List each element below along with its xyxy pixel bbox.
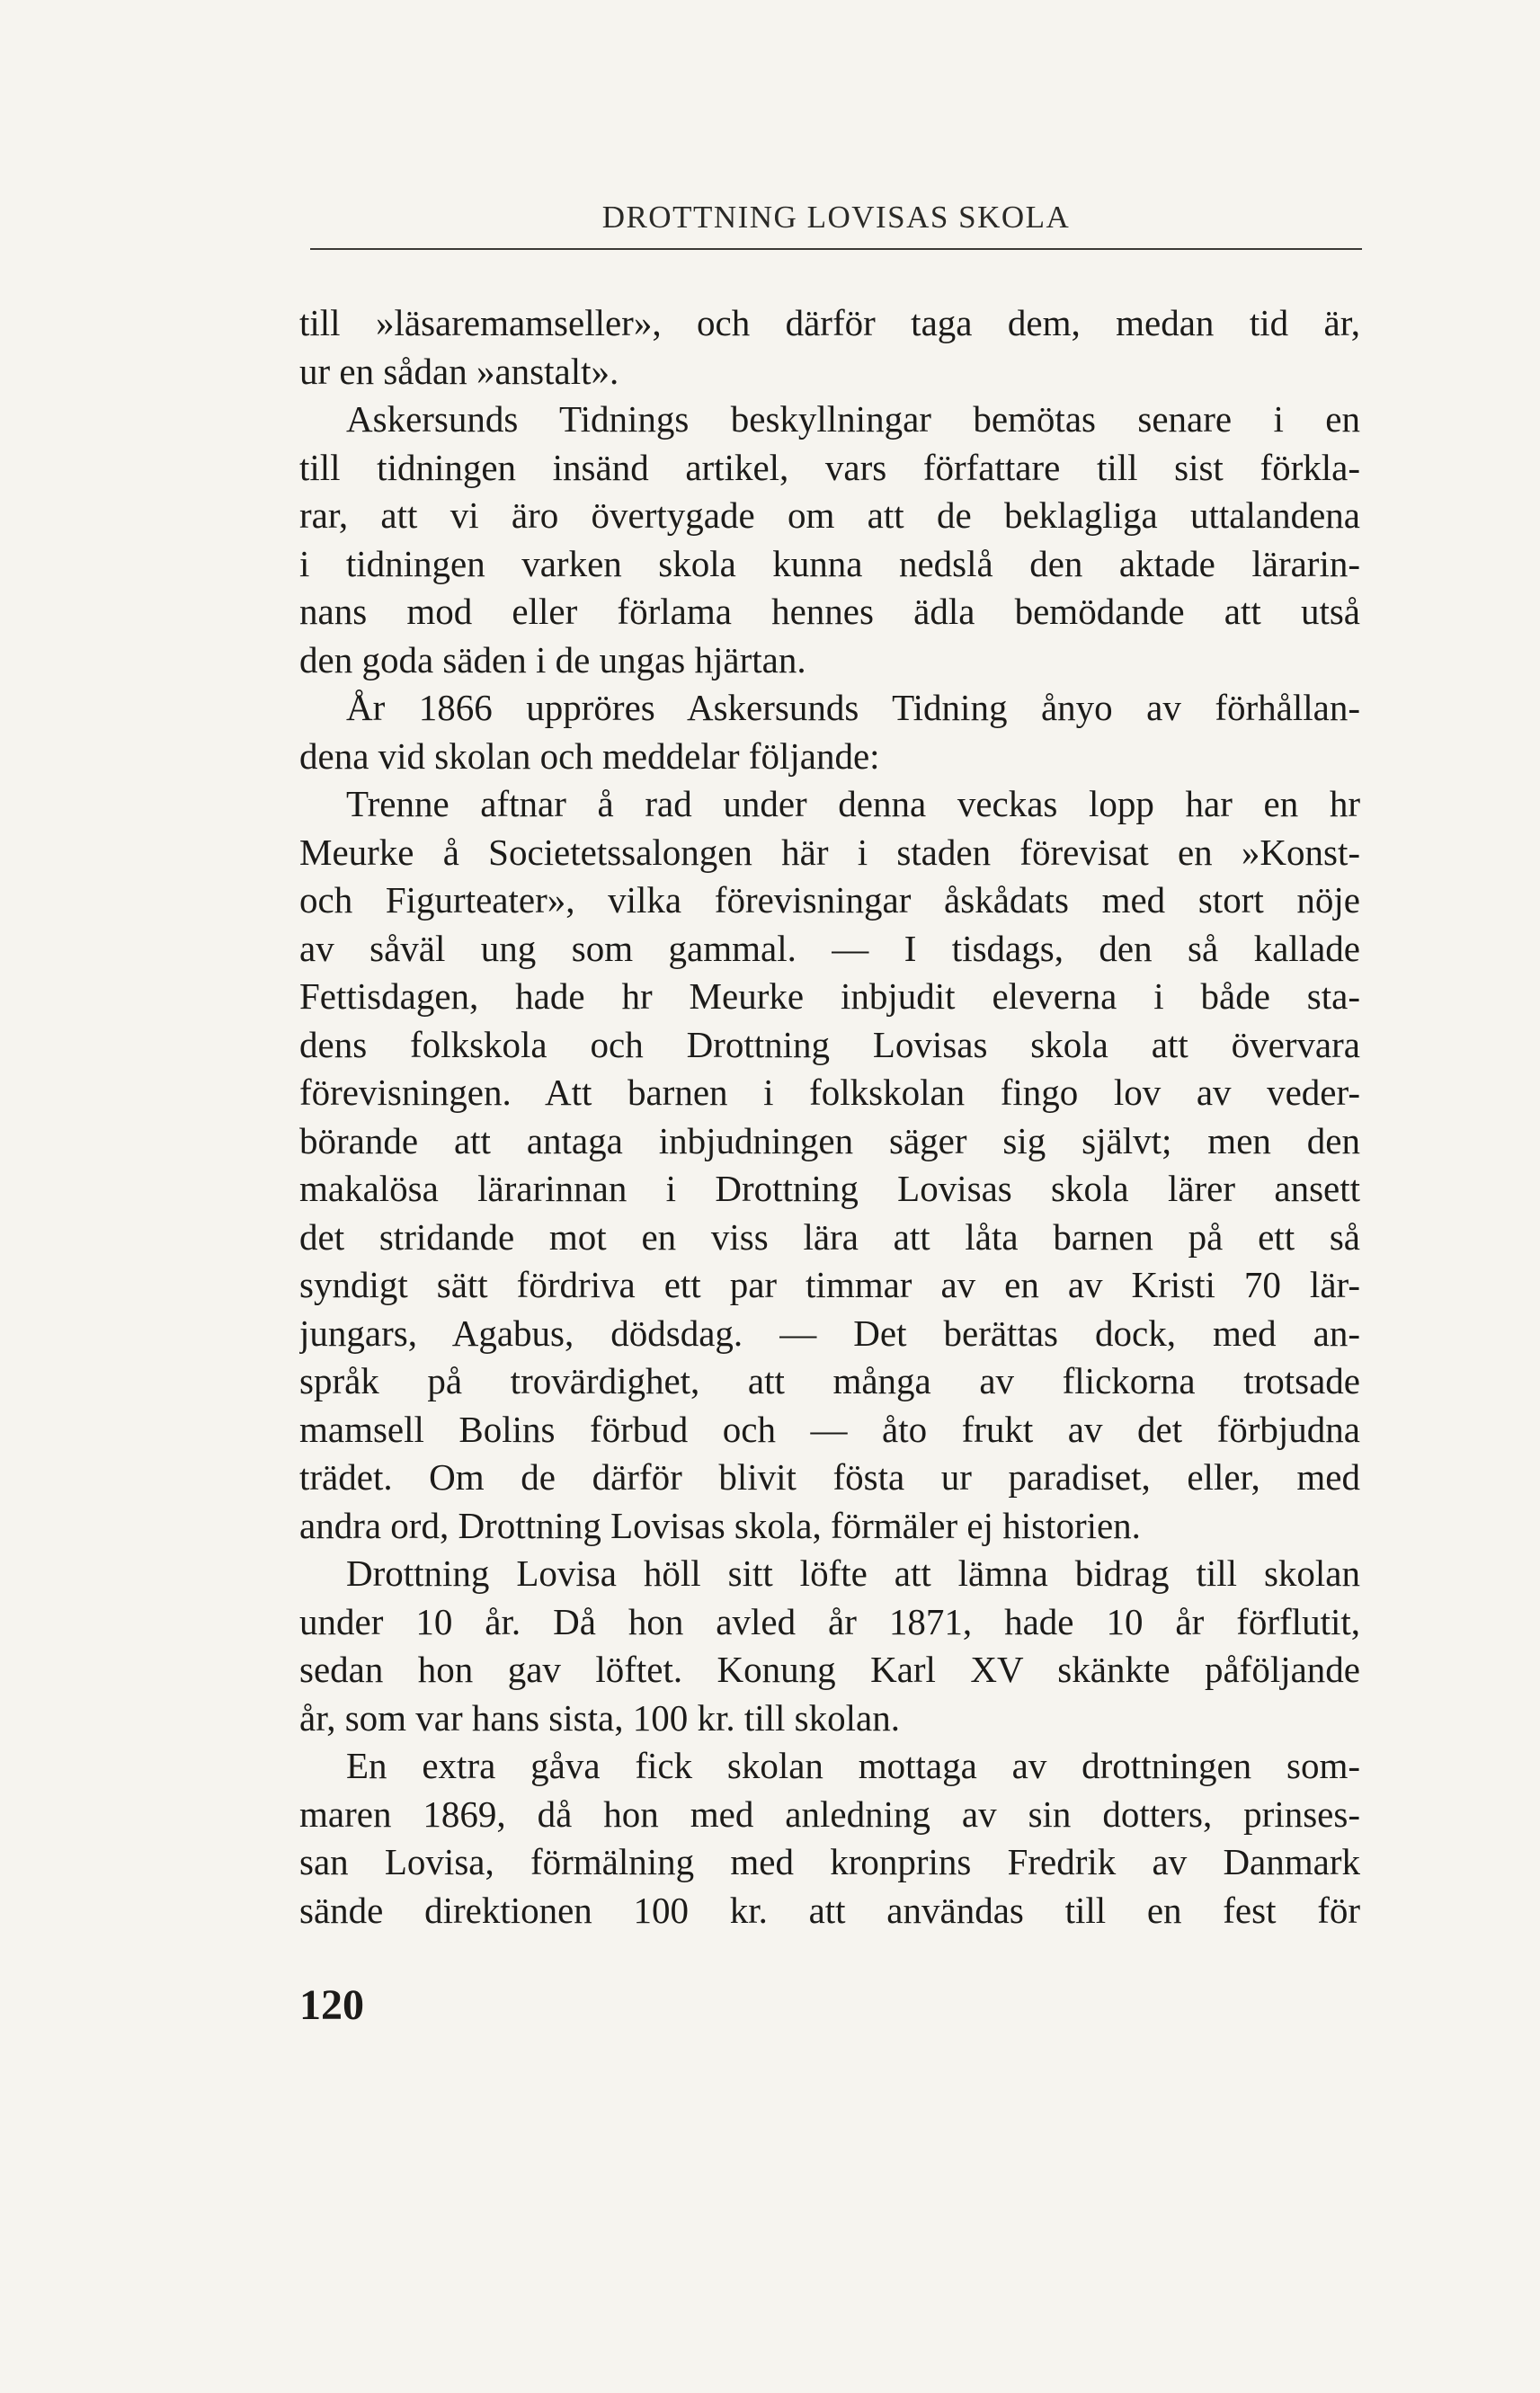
text-line: det stridande mot en viss lära att låta barnen på ett så [299, 1215, 1360, 1258]
text-line: till tidningen insänd artikel, vars författare till sist förkla- [299, 446, 1360, 488]
text-line: språk på trovärdighet, att många av flickorna trotsade [299, 1360, 1360, 1401]
text-line: makalösa lärarinnan i Drottning Lovisas skola lärer ansett [299, 1168, 1360, 1209]
text-line: syndigt sätt fördriva ett par timmar av en av Kristi 70 lär- [299, 1264, 1360, 1305]
text-line: i tidningen varken skola kunna nedslå den aktade lärarin- [299, 542, 1360, 584]
text-line: san Lovisa, förmälning med kronprins Fredrik av Danmark [299, 1841, 1360, 1882]
text-line: Askersunds Tidnings beskyllningar bemötas senare i en [346, 398, 1360, 440]
text-line: andra ord, Drottning Lovisas skola, förmäler ej historien. [299, 1504, 1141, 1546]
text-line: Meurke å Societetssalongen här i staden förevisat en »Konst- [299, 831, 1360, 873]
text-line: Fettisdagen, hade hr Meurke inbjudit eleverna i både sta- [299, 975, 1360, 1017]
text-line: dens folkskola och Drottning Lovisas skola att övervara [299, 1023, 1360, 1065]
text-line: rar, att vi äro övertygade om att de beklagliga uttalandena [299, 494, 1360, 536]
text-line: jungars, Agabus, dödsdag. — Det berättas dock, med an- [299, 1312, 1360, 1354]
header-rule [310, 248, 1362, 250]
text-line: nans mod eller förlama hennes ädla bemödande att utså [299, 591, 1360, 632]
text-line: År 1866 uppröres Askersunds Tidning ånyo av förhållan- [346, 687, 1360, 728]
body-text [299, 299, 1360, 1935]
text-line: Trenne aftnar å rad under denna veckas lopp har en hr [346, 783, 1360, 824]
text-line: maren 1869, då hon med anledning av sin dotters, prinses- [299, 1793, 1360, 1835]
page-number: 120 [299, 1981, 364, 2029]
text-line: börande att antaga inbjudningen säger sig självt; men den [299, 1119, 1360, 1161]
text-line: av såväl ung som gammal. — I tisdags, den så kallade [299, 927, 1360, 969]
text-line: En extra gåva fick skolan mottaga av drottningen som- [346, 1745, 1360, 1786]
text-line: förevisningen. Att barnen i folkskolan fingo lov av veder- [299, 1072, 1360, 1113]
text-line: sedan hon gav löftet. Konung Karl XV skänkte påföljande [299, 1649, 1360, 1690]
text-line: Drottning Lovisa höll sitt löfte att lämna bidrag till skolan [346, 1552, 1360, 1594]
text-line: och Figurteater», vilka förevisningar åskådats med stort nöje [299, 879, 1360, 921]
text-line: dena vid skolan och meddelar följande: [299, 734, 880, 777]
text-line: den goda säden i de ungas hjärtan. [299, 638, 806, 681]
text-line: mamsell Bolins förbud och — åto frukt av det förbjudna [299, 1408, 1360, 1450]
text-line: trädet. Om de därför blivit fösta ur paradiset, eller, med [299, 1456, 1360, 1498]
running-head: DROTTNING LOVISAS SKOLA [601, 200, 1071, 235]
text-line: ur en sådan »anstalt». [299, 350, 619, 392]
text-line: sände direktionen 100 kr. att användas till en fest för [299, 1889, 1360, 1931]
text-line: till »läsaremamseller», och därför taga dem, medan tid är, [299, 302, 1360, 343]
text-line: år, som var hans sista, 100 kr. till skolan. [299, 1696, 900, 1739]
text-line: under 10 år. Då hon avled år 1871, hade 10 år förflutit, [299, 1600, 1360, 1642]
